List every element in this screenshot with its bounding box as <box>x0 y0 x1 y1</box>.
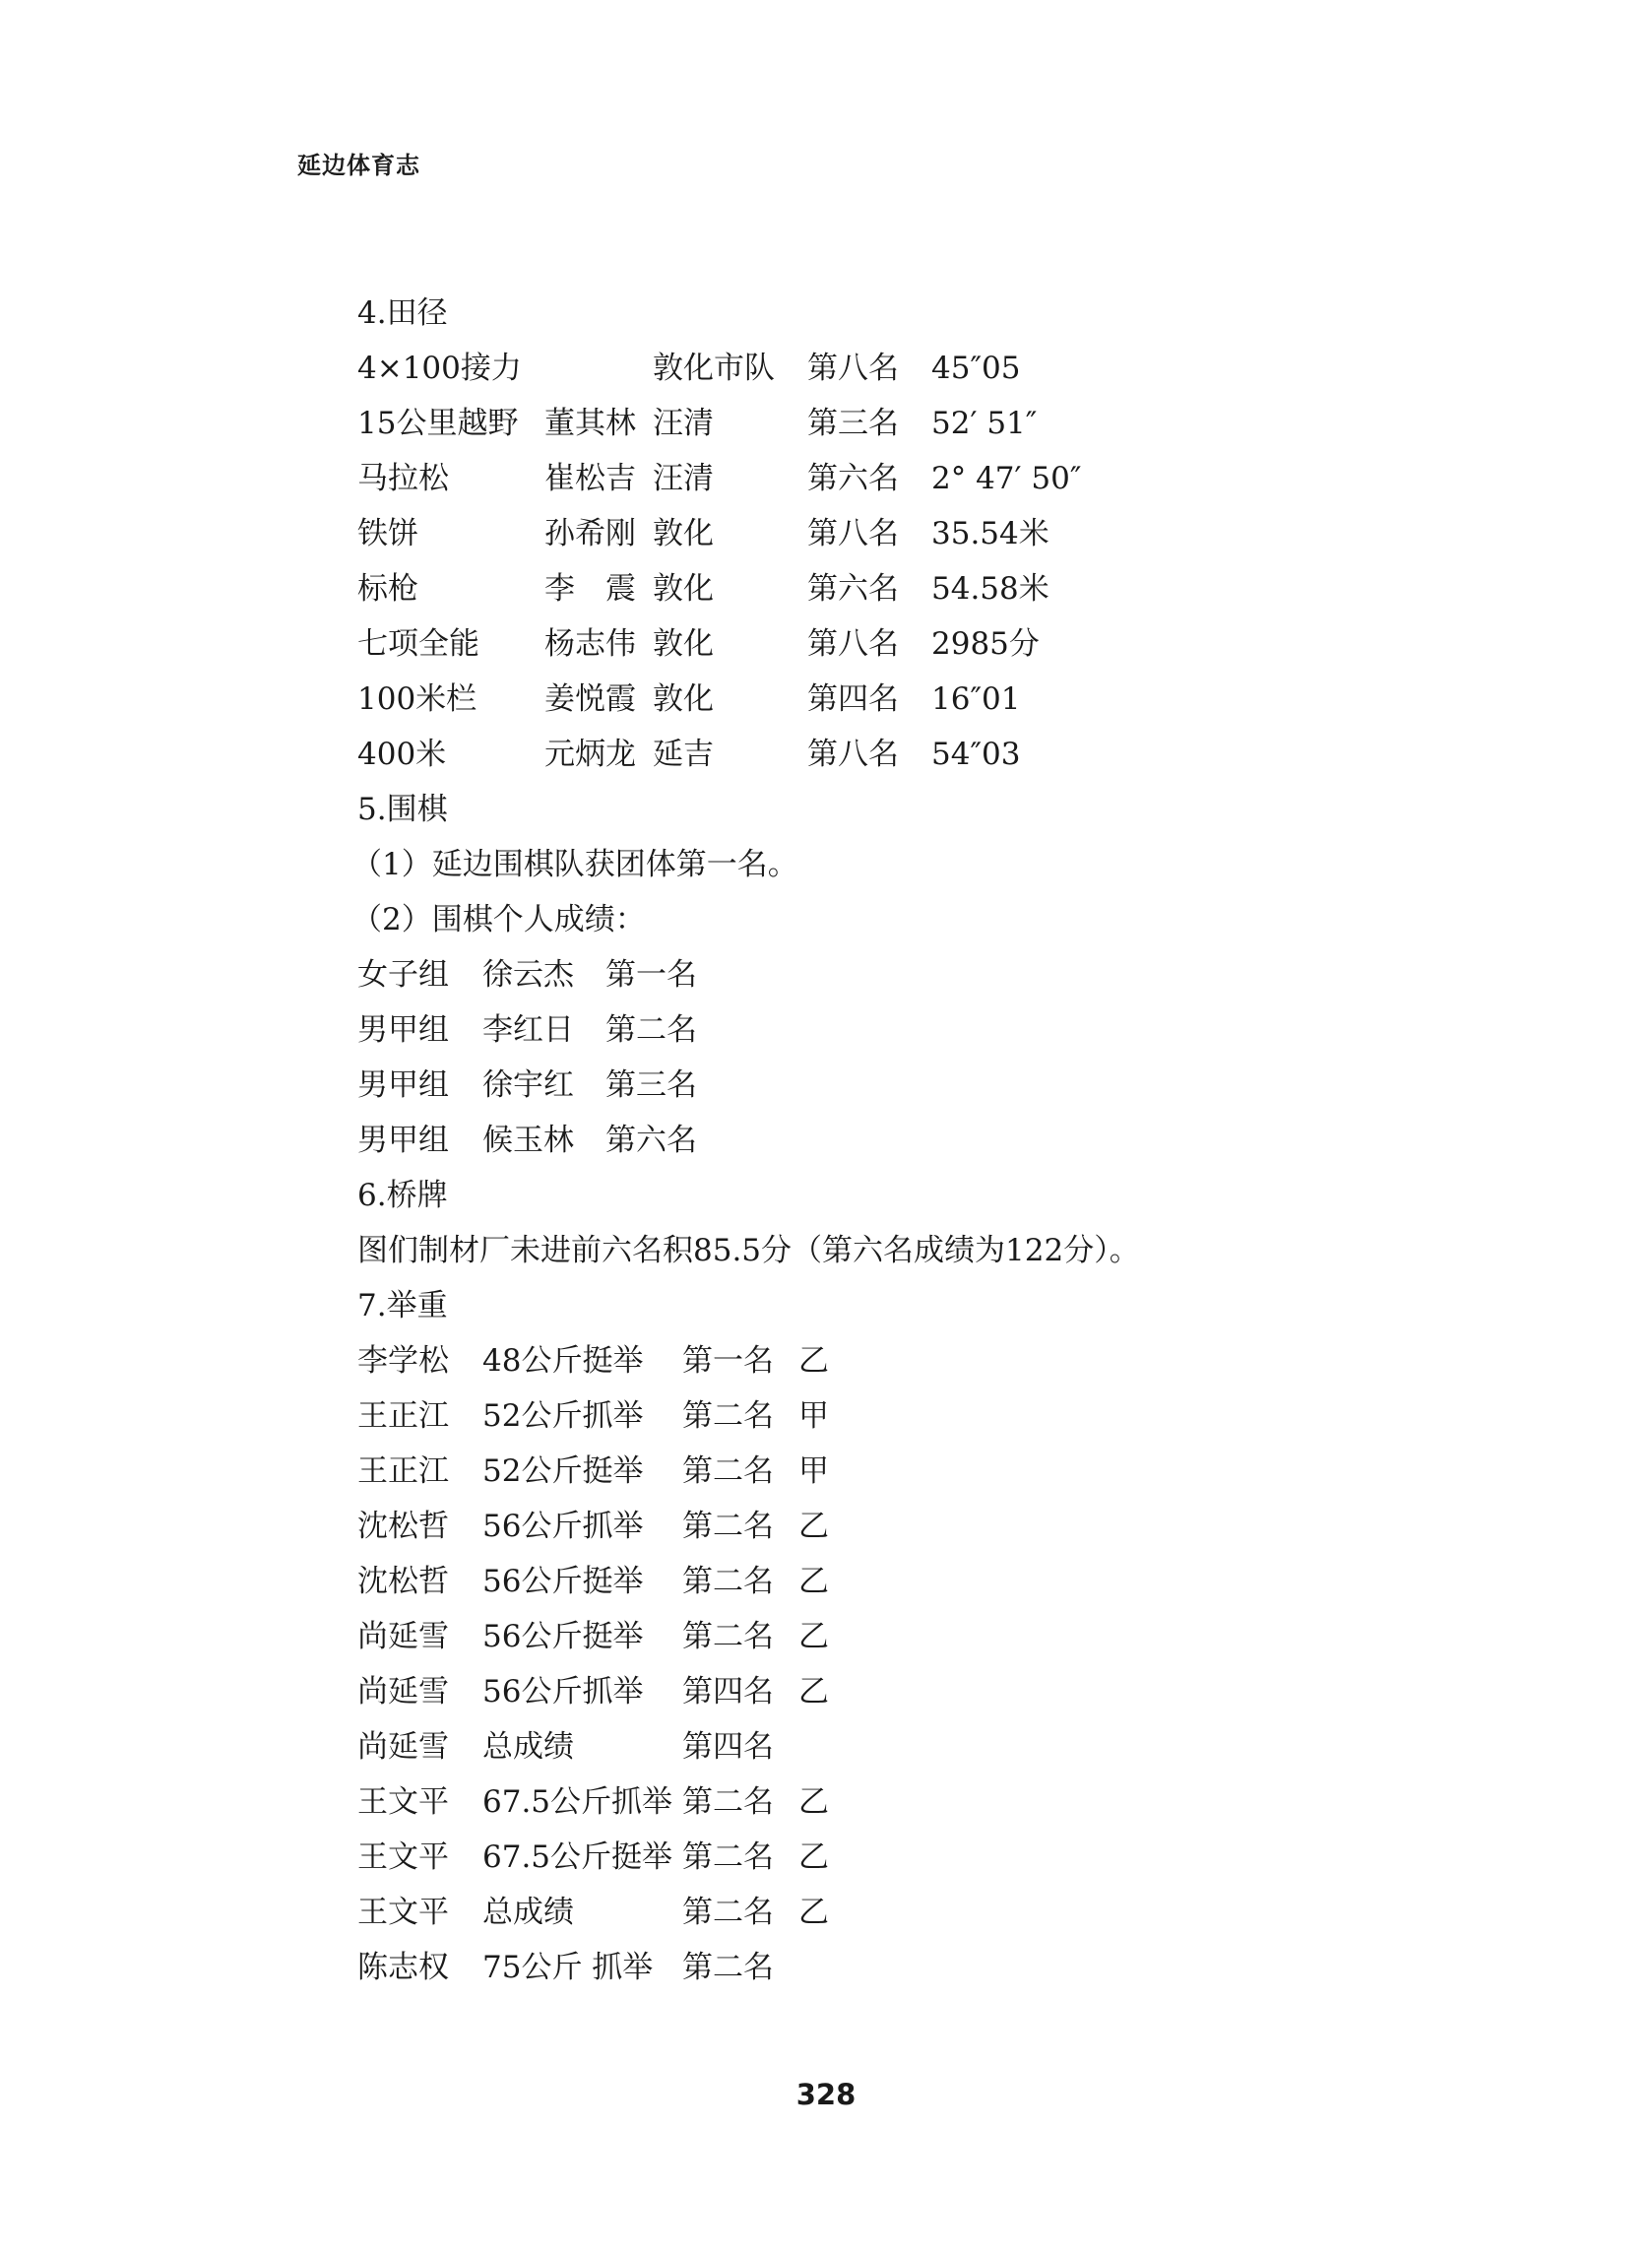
weightlifting-row-rank: 第二名 <box>682 1784 774 1820</box>
weightlifting-row-group: 乙 <box>798 1895 829 1930</box>
weightlifting-row <box>357 1719 1539 1774</box>
weightlifting-row-rank: 第二名 <box>682 1398 774 1434</box>
weightlifting-row-group: 乙 <box>798 1509 829 1544</box>
weightlifting-row-group: 乙 <box>798 1619 829 1654</box>
athletics-row-team: 敦化 <box>653 681 714 717</box>
athletics-row <box>357 341 1539 396</box>
go-row-rank: 第二名 <box>605 1012 697 1048</box>
weightlifting-row-name: 李学松 <box>357 1343 449 1379</box>
weightlifting-row-name: 王正江 <box>357 1453 449 1489</box>
weightlifting-row-group: 乙 <box>798 1839 829 1875</box>
weightlifting-row-group: 乙 <box>798 1343 829 1379</box>
weightlifting-row-name: 王正江 <box>357 1398 449 1434</box>
weightlifting-row-name: 王文平 <box>357 1839 449 1875</box>
athletics-row <box>357 672 1539 727</box>
go-row-name: 徐宇红 <box>482 1067 574 1103</box>
athletics-row-rank: 第八名 <box>807 737 899 772</box>
go-row-group: 男甲组 <box>357 1123 449 1158</box>
athletics-row-team: 延吉 <box>653 737 714 772</box>
weightlifting-row-event: 56公斤挺举 <box>482 1564 644 1599</box>
athletics-row-team: 汪清 <box>653 406 714 441</box>
athletics-row-team: 敦化市队 <box>653 351 775 386</box>
weightlifting-row-name: 沈松哲 <box>357 1564 449 1599</box>
athletics-row-name: 孙希刚 <box>544 516 636 551</box>
athletics-row <box>357 506 1539 561</box>
weightlifting-row-group: 乙 <box>798 1564 829 1599</box>
weightlifting-row-name: 尚延雪 <box>357 1674 449 1709</box>
weightlifting-row <box>357 1774 1539 1830</box>
weightlifting-row-group: 乙 <box>798 1674 829 1709</box>
weightlifting-row <box>357 1609 1539 1664</box>
athletics-row <box>357 396 1539 451</box>
athletics-row-result: 35.54米 <box>931 516 1049 551</box>
athletics-results <box>357 341 1539 782</box>
go-row-name: 李红日 <box>482 1012 574 1048</box>
weightlifting-results <box>357 1333 1539 1995</box>
weightlifting-row <box>357 1830 1539 1885</box>
weightlifting-row <box>357 1333 1539 1388</box>
weightlifting-row-group: 甲 <box>798 1453 829 1489</box>
go-row-rank: 第一名 <box>605 957 697 993</box>
athletics-row-event: 马拉松 <box>357 461 449 496</box>
athletics-row-name: 姜悦霞 <box>544 681 636 717</box>
weightlifting-row-rank: 第二名 <box>682 1619 774 1654</box>
athletics-row-event: 铁饼 <box>357 516 418 551</box>
running-header: 延边体育志 <box>297 152 420 179</box>
go-item-1: （1）延边围棋队获团体第一名。 <box>351 847 798 882</box>
go-row <box>357 1002 1539 1058</box>
athletics-row-rank: 第八名 <box>807 626 899 662</box>
athletics-row-result: 45″05 <box>931 351 1021 386</box>
athletics-row-name: 李 震 <box>544 571 636 607</box>
weightlifting-row-name: 王文平 <box>357 1784 449 1820</box>
weightlifting-row-name: 沈松哲 <box>357 1509 449 1544</box>
weightlifting-row-event: 总成绩 <box>482 1895 574 1930</box>
weightlifting-row-event: 56公斤抓举 <box>482 1509 644 1544</box>
weightlifting-row <box>357 1554 1539 1609</box>
weightlifting-row-event: 56公斤抓举 <box>482 1674 644 1709</box>
go-row <box>357 1058 1539 1113</box>
go-item-2: （2）围棋个人成绩： <box>351 902 646 937</box>
go-row-group: 男甲组 <box>357 1012 449 1048</box>
athletics-row-result: 52′ 51″ <box>931 406 1038 441</box>
weightlifting-row-rank: 第二名 <box>682 1839 774 1875</box>
athletics-row-team: 敦化 <box>653 626 714 662</box>
section-title-weightlifting: 7.举重 <box>357 1288 448 1323</box>
weightlifting-row-name: 陈志权 <box>357 1950 449 1985</box>
weightlifting-row-event: 总成绩 <box>482 1729 574 1765</box>
weightlifting-row <box>357 1388 1539 1444</box>
section-title-athletics: 4.田径 <box>357 295 448 331</box>
weightlifting-row-rank: 第一名 <box>682 1343 774 1379</box>
athletics-row-result: 54.58米 <box>931 571 1049 607</box>
athletics-row-rank: 第三名 <box>807 406 899 441</box>
go-row-group: 男甲组 <box>357 1067 449 1103</box>
go-row <box>357 1113 1539 1168</box>
athletics-row-rank: 第六名 <box>807 571 899 607</box>
athletics-row-team: 敦化 <box>653 516 714 551</box>
go-row-group: 女子组 <box>357 957 449 993</box>
go-row-name: 候玉林 <box>482 1123 574 1158</box>
athletics-row-event: 七项全能 <box>357 626 479 662</box>
athletics-row-name: 杨志伟 <box>544 626 636 662</box>
weightlifting-row-group: 乙 <box>798 1784 829 1820</box>
weightlifting-row <box>357 1940 1539 1995</box>
weightlifting-row <box>357 1444 1539 1499</box>
weightlifting-row-event: 75公斤 抓举 <box>482 1950 654 1985</box>
page-number: 328 <box>795 2078 857 2111</box>
weightlifting-row <box>357 1664 1539 1719</box>
weightlifting-row-event: 67.5公斤挺举 <box>482 1839 673 1875</box>
athletics-row-team: 汪清 <box>653 461 714 496</box>
athletics-row-team: 敦化 <box>653 571 714 607</box>
weightlifting-row-name: 尚延雪 <box>357 1619 449 1654</box>
weightlifting-row-rank: 第四名 <box>682 1674 774 1709</box>
go-row-rank: 第三名 <box>605 1067 697 1103</box>
athletics-row-event: 4×100接力 <box>357 351 522 386</box>
weightlifting-row-event: 48公斤挺举 <box>482 1343 644 1379</box>
athletics-row-name: 董其林 <box>544 406 636 441</box>
athletics-row <box>357 451 1539 506</box>
athletics-row-rank: 第四名 <box>807 681 899 717</box>
athletics-row-event: 标枪 <box>357 571 418 607</box>
weightlifting-row-group: 甲 <box>798 1398 829 1434</box>
weightlifting-row-event: 56公斤挺举 <box>482 1619 644 1654</box>
athletics-row-name: 元炳龙 <box>544 737 636 772</box>
weightlifting-row-rank: 第二名 <box>682 1509 774 1544</box>
athletics-row-result: 54″03 <box>931 737 1021 772</box>
page-content <box>351 286 1539 1995</box>
athletics-row-event: 400米 <box>357 737 447 772</box>
go-row-name: 徐云杰 <box>482 957 574 993</box>
athletics-row-rank: 第六名 <box>807 461 899 496</box>
athletics-row-event: 100米栏 <box>357 681 477 717</box>
weightlifting-row-rank: 第四名 <box>682 1729 774 1765</box>
athletics-row <box>357 727 1539 782</box>
athletics-row-result: 16″01 <box>931 681 1021 717</box>
go-row-rank: 第六名 <box>605 1123 697 1158</box>
athletics-row <box>357 616 1539 672</box>
section-title-go: 5.围棋 <box>357 792 448 827</box>
athletics-row-event: 15公里越野 <box>357 406 519 441</box>
weightlifting-row-rank: 第二名 <box>682 1895 774 1930</box>
athletics-row <box>357 561 1539 616</box>
weightlifting-row <box>357 1885 1539 1940</box>
athletics-row-rank: 第八名 <box>807 351 899 386</box>
weightlifting-row-name: 王文平 <box>357 1895 449 1930</box>
athletics-row-rank: 第八名 <box>807 516 899 551</box>
athletics-row-name: 崔松吉 <box>544 461 636 496</box>
weightlifting-row-event: 67.5公斤抓举 <box>482 1784 673 1820</box>
athletics-row-result: 2° 47′ 50″ <box>931 461 1082 496</box>
athletics-row-result: 2985分 <box>931 626 1040 662</box>
section-title-bridge: 6.桥牌 <box>357 1178 448 1213</box>
weightlifting-row-event: 52公斤抓举 <box>482 1398 644 1434</box>
weightlifting-row <box>357 1499 1539 1554</box>
go-results <box>357 947 1539 1168</box>
weightlifting-row-event: 52公斤挺举 <box>482 1453 644 1489</box>
bridge-text: 图们制材厂未进前六名积85.5分（第六名成绩为122分）。 <box>357 1233 1140 1268</box>
weightlifting-row-rank: 第二名 <box>682 1453 774 1489</box>
weightlifting-row-name: 尚延雪 <box>357 1729 449 1765</box>
go-row <box>357 947 1539 1002</box>
weightlifting-row-rank: 第二名 <box>682 1950 774 1985</box>
weightlifting-row-rank: 第二名 <box>682 1564 774 1599</box>
